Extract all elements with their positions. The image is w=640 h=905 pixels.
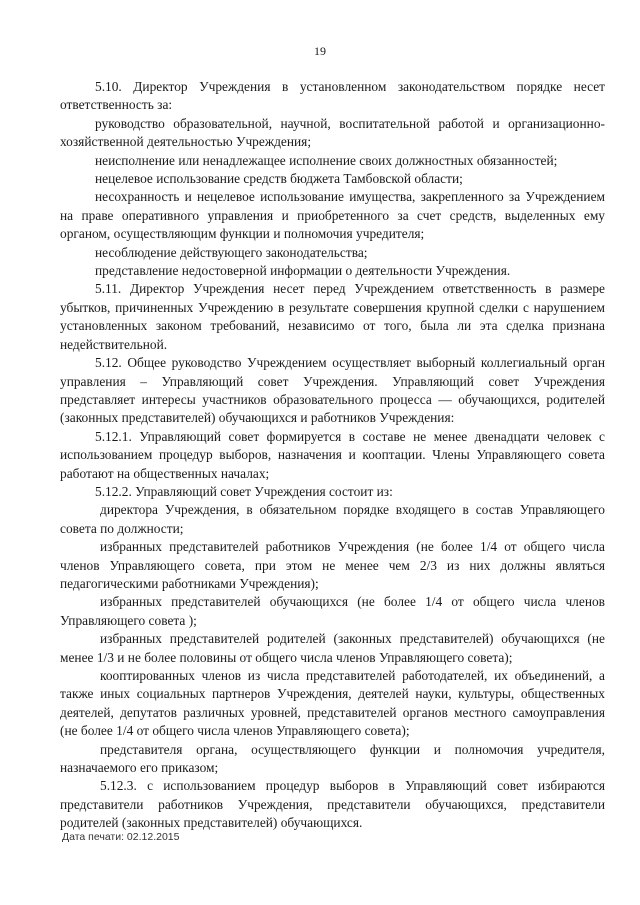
list-item: кооптированных членов из числа представителей работодателей, их объединений, а также иных социальных партнеров Учреждения, деятелей науки, культуры, общественных деятелей, депутатов различных уровней, представителей органов местного самоуправления (не более 1/4 от общего числа членов Управляющего совета); — [60, 668, 605, 739]
print-date-footer: Дата печати: 02.12.2015 — [62, 831, 180, 843]
list-item: нецелевое использование средств бюджета Тамбовской области; — [95, 171, 463, 187]
list-item: директора Учреждения, в обязательном порядке входящего в состав Управляющего совета по должности; — [60, 502, 605, 536]
list-item: избранных представителей обучающихся (не более 1/4 от общего числа членов Управляющего совета ); — [60, 594, 605, 628]
list-item: представление недостоверной информации о деятельности Учреждения. — [95, 263, 511, 279]
paragraph-5-11: 5.11. Директор Учреждения несет перед Учреждением ответственность в размере убытков, причиненных Учреждению в результате совершения крупной сделки с нарушением установленных законом требований, независимо от того, была ли эта сделка признана недействительной. — [60, 281, 605, 352]
paragraph-5-12: 5.12. Общее руководство Учреждением осуществляет выборный коллегиальный орган управления – Управляющий совет Учреждения. Управляющий совет Учреждения представляет интересы участников образовательного процесса — обучающихся, родителей (законных представителей) обучающихся и работников Учреждения: — [60, 355, 605, 426]
list-item: неисполнение или ненадлежащее исполнение своих должностных обязанностей; — [95, 152, 558, 168]
page-number: 19 — [314, 44, 326, 58]
list-item: представителя органа, осуществляющего функции и полномочия учредителя, назначаемого его приказом; — [60, 741, 605, 776]
paragraph-5-12-3: 5.12.3. с использованием процедур выборов в Управляющий совет избираются представители работников Учреждения, представители обучающихся, представители родителей (законных представителей) обучающихся. — [60, 778, 605, 831]
document-body — [60, 78, 605, 833]
list-item: несохранность и нецелевое использование имущества, закрепленного за Учреждением на праве оперативного управления и приобретенного за счет средств, выделенных ему органом, осуществляющим функции и полномочия учредителя; — [60, 189, 605, 242]
list-item: руководство образовательной, научной, воспитательной работой и организационно-хозяйственной деятельностью Учреждения; — [60, 115, 605, 150]
paragraph-5-12-1: 5.12.1. Управляющий совет формируется в составе не менее двенадцати человек с использованием процедур выборов, назначения и кооптации. Члены Управляющего совета работают на общественных началах; — [60, 428, 605, 481]
paragraph-5-12-2: 5.12.2. Управляющий совет Учреждения состоит из: — [95, 483, 393, 499]
paragraph-5-10: 5.10. Директор Учреждения в установленном законодательством порядке несет ответственность за: — [60, 79, 605, 113]
list-item: избранных представителей родителей (законных представителей) обучающихся (не менее 1/3 и не более половины от общего числа членов Управляющего совета); — [60, 631, 605, 665]
list-item: несоблюдение действующего законодательства; — [95, 244, 368, 260]
list-item: избранных представителей работников Учреждения (не более 1/4 от общего числа членов Управляющего совета, при этом не менее чем 2/3 из них должны являться педагогическими работниками Учреждения); — [60, 539, 605, 591]
